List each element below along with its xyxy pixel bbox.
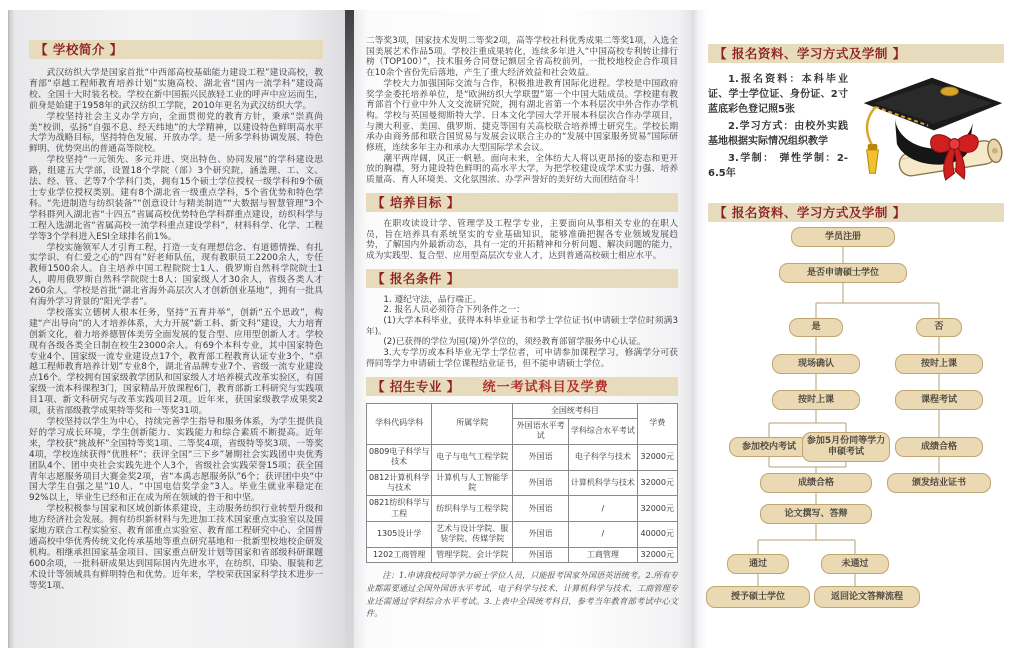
paragraph: 学校坚持社会主义办学方向，全面贯彻党的教育方针，秉承“崇真尚美”校训，弘扬“自强不息、经天纬地”的大学精神，以建设特色鲜明高水平大学为战略目标，坚持特色发展、开放办学。是一所多学科协调发展、特色鲜明、优势突出的普通高等院校。 <box>29 111 323 155</box>
heading-text: 【 报名资料、学习方式及学制 】 <box>714 205 906 220</box>
paragraph: 学校坚持以学生为中心，持续完善学生指导和服务体系，为学生提供良好的学习成长环境，学生创新能力、实践能力和综合素质不断提高。近年来，学校获“挑战杯”全国特等奖1项、二等奖4项，省级特等奖3项、一等奖4项，学校连续获得“优胜杯”；获评全国“三下乡”暑期社会实践团中央优秀团队4个、团中央社会实践先进个人3个，省级社会实践荣誉15项；获全国青年志愿服务项目大赛金奖2项，省“本禹志愿服务队”6个；获评团中央“中国大学生自强之星”10人、“中国电信奖学金”3人。毕业生就业率稳定在92%以上，毕业生已经和正在成为所在领域的骨干和中坚。 <box>29 417 323 504</box>
cell-tuition: 32000元 <box>637 470 677 496</box>
info-line: 3.学制： 弹性学制：2-6.5年 <box>708 153 848 179</box>
section-heading-school-intro <box>29 40 323 59</box>
conditions-text <box>366 295 678 370</box>
paragraph: 学校落实立德树人根本任务，坚持“五育并举”，创新“五个思政”，构建“产出导向”的人才培养体系，大力开展“新工科、新文科”建设，大力培育创新文化，着力培养德智体美劳全面发展的复合型、应用型创新人才。学校现有各级各类全日制在校生23000余人。有69个本科专业，其中国家特色专业4个、国家级一流专业建设点17个，教育部工程教育认证专业3个、“卓越工程师教育培养计划”专业8个，湖北省品牌专业7个、省级一流专业建设点16个。学校拥有国家级教学团队和国家级人才培养模式改革实验区，有国家级一流本科课程3门，国家精品开放课程6门，教育部新工科研究与实践项目1项、新文科研究与改革实践项目2项。近年来，获国家级教学成果奖2项，获省部级教学成果特等奖和一等奖31项。 <box>29 307 323 417</box>
cell-subject: 0812计算机科学与技术 <box>367 470 432 496</box>
table-footnote: 注：1.申请我校同等学力硕士学位人员，只能报考国家外国语英语统考。2.所有专业都需要通过全国外国语水平考试，电子科学与技术、计算机科学与技术、工商管理专业还需通过学科综合水平考试。3.上表中全国统考科目，参考当年教育部考试中心文件。 <box>366 570 678 619</box>
flow-node-course-exam: 课程考试 <box>895 390 983 410</box>
info-line: 2.学习方式：由校外实践基地根据实际情况组织教学 <box>708 121 848 147</box>
paragraph: 二等奖3项，国家技术发明二等奖2项，高等学校社科优秀成果二等奖1项，入选全国美展艺术作品5项。学校注重成果转化，连续多年进入“中国高校专利转让排行榜（TOP100）”，技术服务合同登记额居全省高校前列，一批校地校企合作项目在10余个省份先后落地，产生了重大经济效益和社会效益。 <box>366 36 678 79</box>
condition-line: (2)已获得的学位为国(境)外学位的，须经教育部留学服务中心认证。 <box>383 337 646 348</box>
paragraph: 在职攻读设计学、管理学及工程学专业，主要面向从事相关专业的在职人员，旨在培养具有系统坚实的专业基础知识，能够准确把握各专业领域发展趋势，了解国内外最新动态，具有一定的开拓精神和分析问题、解决问题的能力，成为实践型、复合型、应用型高层次专业人才，达到普通高校硕士相应水平。 <box>366 218 678 261</box>
flow-node-completion-cert: 颁发结业证书 <box>887 473 991 493</box>
majors-subtitle: 统一考试科目及学费 <box>482 379 609 395</box>
cell-foreign: 外国语 <box>513 444 569 470</box>
cell-college: 纺织科学与工程学院 <box>432 496 513 522</box>
condition-line: (1)大学本科毕业，获得本科毕业证书和学士学位证书(申请硕士学位时须满3年)。 <box>366 316 678 337</box>
heading-text: 【 报名资料、学习方式及学制 】 <box>714 46 906 61</box>
brochure-page-middle <box>354 10 692 648</box>
paragraph: 潮平两岸阔，风正一帆悬。面向未来，全体纺大人将以更昂扬的姿态和更开放的胸襟，努力建设特色鲜明的高水平大学，为把学校建设成学术实力强、培养质量高、育人环境美、文化氛围浓、办学声誉好的美好纺大而团结奋斗！ <box>366 153 678 186</box>
cell-subject: 1202工商管理 <box>367 547 432 562</box>
cell-tuition: 40000元 <box>637 522 677 548</box>
condition-line: 2. 报名人员必须符合下列条件之一： <box>383 305 525 316</box>
cell-comprehensive: / <box>569 522 637 548</box>
page-fold-shadow <box>345 10 354 648</box>
table-row <box>367 444 678 470</box>
flow-node-school-exam: 参加校内考试 <box>729 437 809 457</box>
paragraph: 学校坚持“一元领先、多元并进、突出特色、协同发展”的学科建设思路，组建五大学部，设置18个学院（部）3个研究院，涵盖理、工、文、法、经、管、艺等7个学科门类，拥有15个硕士学位授权一级学科和9个硕士专业学位授权类别。建有8个湖北省一级重点学科，5个省优势和特色学科。“先进制造与纺织装备”“创意设计与精美制造”“大数据与智慧管理”3个学科群列入湖北省“十四五”省属高校优势特色学科群重点建设，纺织科学与工程入选湖北省“省属高校一流学科重点建设学科”，材料科学、化学、工程学等3个学科进入ESI全球排名前1%。 <box>29 155 323 242</box>
flow-node-pass-yes-branch: 成绩合格 <box>760 473 872 493</box>
cell-foreign: 外国语 <box>513 522 569 548</box>
col-header-national: 全国统考科目 <box>513 403 637 418</box>
flow-node-attend-yes-branch: 按时上课 <box>772 390 860 410</box>
col-header-subject: 学科代码学科 <box>367 403 432 444</box>
cell-tuition: 32000元 <box>637 496 677 522</box>
cell-comprehensive: 电子科学与技术 <box>569 444 637 470</box>
info-line: 1.报名资料：本科毕业证、学士学位证、身份证、2寸蓝底彩色登记照5张 <box>708 74 848 115</box>
heading-text: 【 学校简介 】 <box>35 42 123 57</box>
cell-college: 艺术与设计学院、服装学院、传媒学院 <box>432 522 513 548</box>
heading-text: 【 招生专业 】 <box>372 378 460 394</box>
school-intro-continued <box>366 36 678 186</box>
cell-college: 电子与电气工程学院 <box>432 444 513 470</box>
flow-node-register: 学员注册 <box>791 227 895 247</box>
flow-node-pass: 通过 <box>727 554 789 574</box>
section-heading-conditions <box>366 269 678 288</box>
heading-text: 【 培养目标 】 <box>372 194 460 210</box>
cell-comprehensive: 计算机科学与技术 <box>569 470 637 496</box>
flow-node-attend-no-branch: 按时上课 <box>895 354 983 374</box>
cell-subject: 1305设计学 <box>367 522 432 548</box>
flow-node-yes: 是 <box>789 318 843 337</box>
col-header-comprehensive: 学科综合水平考试 <box>569 418 637 444</box>
paragraph: 学校大力加强国际交流与合作，积极推进教育国际化进程。学校是中国政府奖学金委托培养单位，是“欧洲纺织大学联盟”第一个中国大陆成员。学校建有教育部首个行业中外人文交流研究院，拥有湖北省第一个本科层次中外合作办学机构。学校与英国曼彻斯特大学、日本文化学园大学开展本科层次合作办学项目，与澳大利亚、美国、俄罗斯、捷克等国有关高校联合培养博士研究生。学校长期承办由商务部和联合国贸易与发展会议联合主办的“发展中国家服务贸易”国际研修班，连续多年主办和承办大型国际学术会议。 <box>366 78 678 154</box>
col-header-foreign: 外国语水平考试 <box>513 418 569 444</box>
registration-info <box>708 72 1004 181</box>
cell-comprehensive: / <box>569 496 637 522</box>
flow-node-award-degree: 授予硕士学位 <box>706 586 810 608</box>
cell-subject: 0821纺织科学与工程 <box>367 496 432 522</box>
col-header-tuition: 学费 <box>637 403 677 444</box>
cell-foreign: 外国语 <box>513 547 569 562</box>
school-intro-text <box>29 68 323 592</box>
cell-comprehensive: 工商管理 <box>569 547 637 562</box>
majors-tuition-table <box>366 403 678 564</box>
cell-college: 管理学院、会计学院 <box>432 547 513 562</box>
training-goal-text <box>366 219 678 262</box>
flow-node-no: 否 <box>916 318 962 337</box>
paragraph: 学校实施领军人才引育工程，打造一支有理想信念、有道德情操、有扎实学识、有仁爱之心的“四有”好老师队伍，现有教职员工2200余人，专任教师1500余人。自主培养中国工程院院士1人、俄罗斯自然科学院院士1人，聘用俄罗斯自然科学院院士8人；国家级人才30余人，省级各类人才260余人。学校是首批“湖北省海外高层次人才创新创业基地”，拥有一批具有海外学习背景的“阳光学者”。 <box>29 242 323 308</box>
cell-tuition: 32000元 <box>637 444 677 470</box>
section-heading-materials <box>708 44 1004 63</box>
section-heading-training-goal <box>366 193 678 212</box>
flow-node-pass-no-branch: 成绩合格 <box>895 437 983 457</box>
paragraph: 学校积极参与国家和区域创新体系建设，主动服务纺织行业转型升级和地方经济社会发展。拥有纺织新材料与先进加工技术国家重点实验室以及国家地方联合工程实验室、教育部重点实验室、教育部工程研究中心、全国普通高校中华优秀传统文化传承基地等重点研究基地和一批新型校地校企研发机构。相继承担国家基金项目、国家重点研发计划等国家和省部级科研课题600余项，一批科研成果达到国际国内先进水平，在纺织、印染、服装和艺术设计等领域具有鲜明特色和优势。近年来，学校荣获国家科学技术进步一等奖1项、 <box>29 504 323 591</box>
cell-subject: 0809电子科学与技术 <box>367 444 432 470</box>
flow-node-apply-degree: 是否申请硕士学位 <box>779 263 907 283</box>
cell-tuition: 32000元 <box>637 547 677 562</box>
enrollment-flowchart <box>692 210 1024 640</box>
cell-foreign: 外国语 <box>513 496 569 522</box>
paragraph: 武汉纺织大学是国家首批“中西部高校基础能力建设工程”建设高校，教育部“卓越工程师教育培养计划”实施高校、湖北省“国内一流学科”建设高校、全国十大时装名校。学校在新中国振兴民族轻工业的呼声中应运而生，前身是始建于1958年的武汉纺织工学院，2010年更名为武汉纺织大学。 <box>29 68 323 111</box>
section-heading-majors <box>366 377 678 396</box>
flow-node-onsite-confirm: 现场确认 <box>772 354 860 374</box>
cell-foreign: 外国语 <box>513 470 569 496</box>
heading-text: 【 报名条件 】 <box>372 270 460 286</box>
flow-node-thesis-defense: 论文撰写、答辩 <box>760 504 872 524</box>
table-row <box>367 522 678 548</box>
graduation-cap-illustration <box>854 64 1010 186</box>
flow-node-may-exam: 参加5月份同等学力申硕考试 <box>802 432 890 462</box>
condition-line: 1. 遵纪守法，品行端正。 <box>383 294 482 305</box>
flow-node-fail: 未通过 <box>821 554 889 574</box>
brochure-page-left <box>8 10 345 648</box>
col-header-college: 所属学院 <box>432 403 513 444</box>
cell-college: 计算机与人工智能学院 <box>432 470 513 496</box>
table-row <box>367 496 678 522</box>
table-row <box>367 470 678 496</box>
condition-line: 3.大专学历或本科毕业无学士学位者，可申请参加课程学习，修满学分可获得同等学力申请硕士学位课程结业证书，但不能申请硕士学位。 <box>366 348 678 369</box>
table-row <box>367 547 678 562</box>
brochure-page-right <box>692 10 1024 648</box>
flow-node-return-defense: 返回论文答辩流程 <box>814 586 920 608</box>
